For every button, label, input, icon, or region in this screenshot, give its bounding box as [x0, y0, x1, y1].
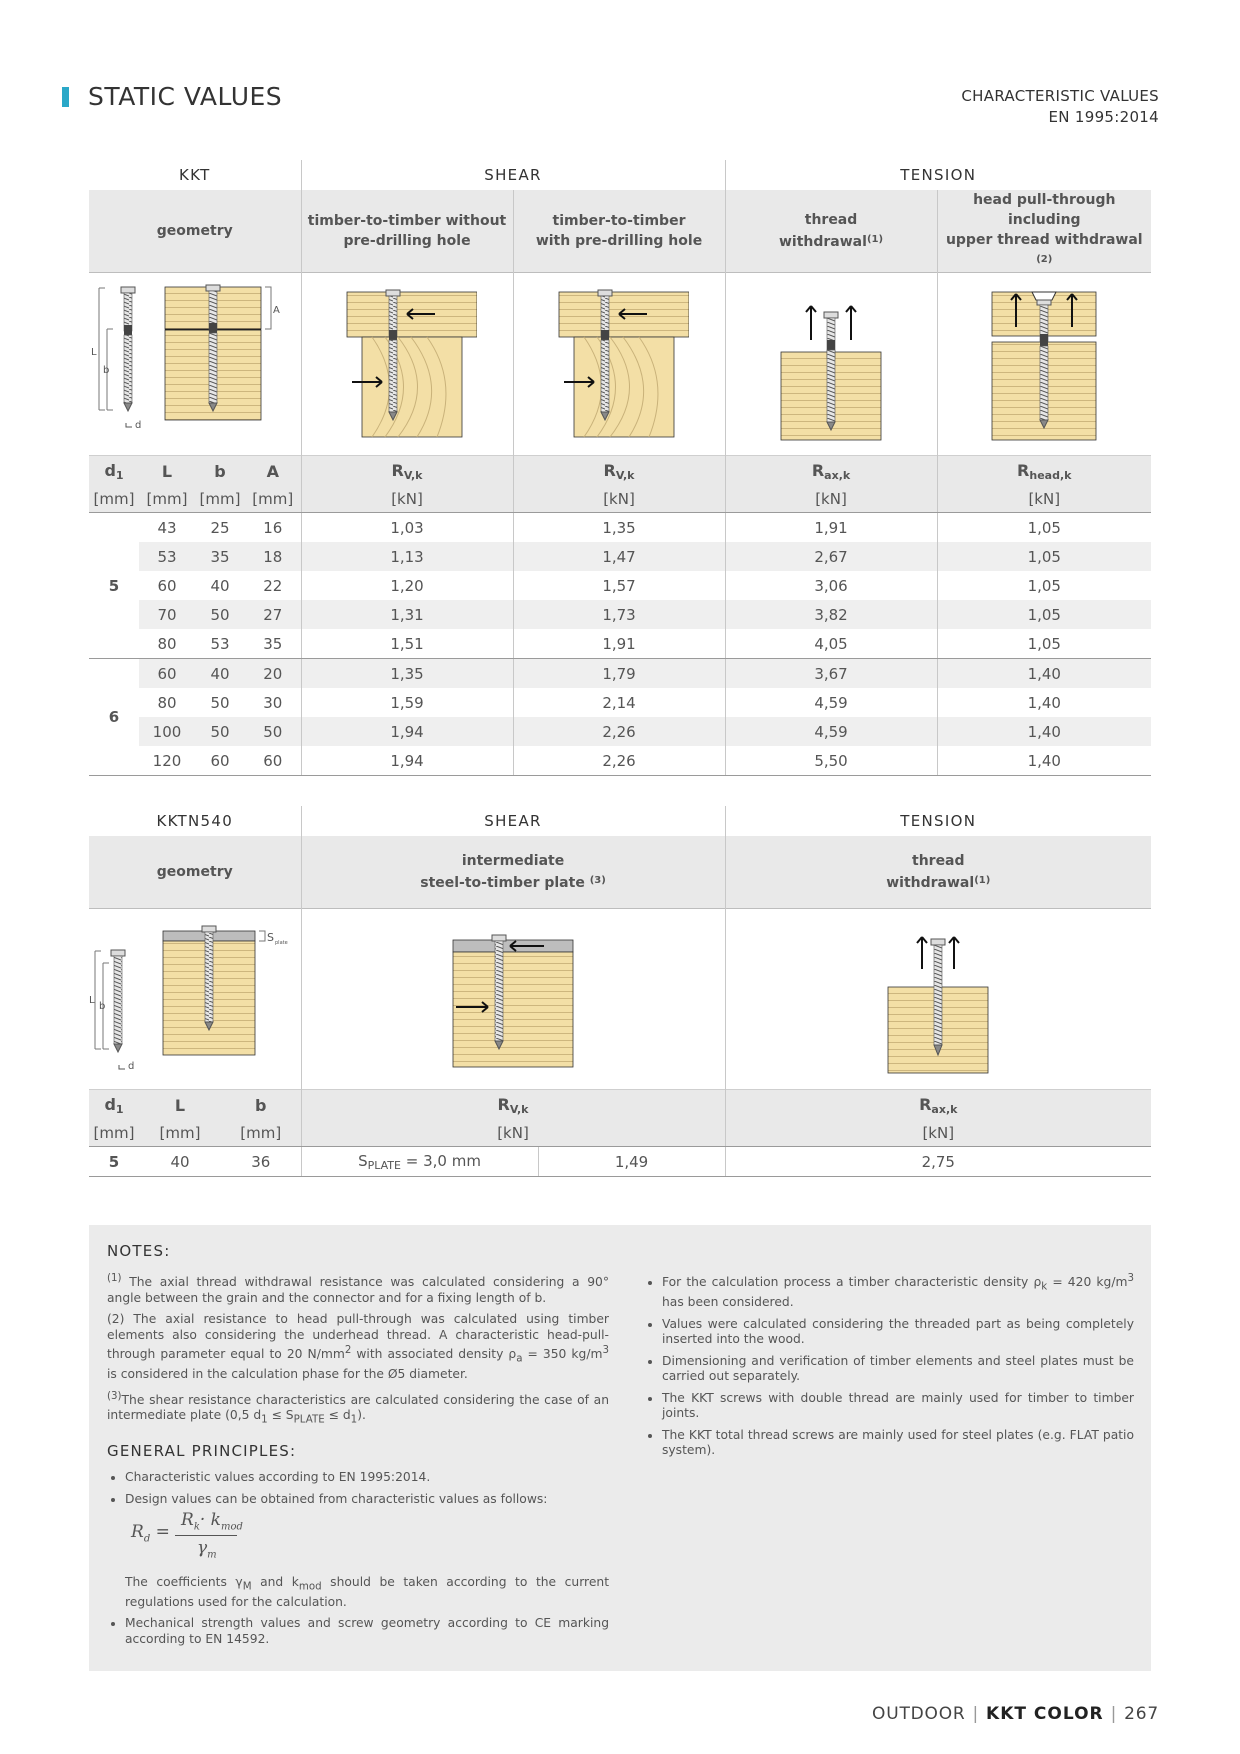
cell-rvk1: 1,13: [301, 542, 513, 571]
cell-raxk: 5,50: [725, 746, 937, 776]
kktn540-static-values-table: [89, 806, 1151, 1177]
table-row: [89, 746, 1151, 776]
cell-L: 40: [139, 1147, 221, 1177]
product-header: KKTN540: [156, 812, 234, 830]
cell-rvk1: 1,94: [301, 746, 513, 776]
d1-group-5: 5: [89, 513, 139, 659]
table-row: [89, 717, 1151, 746]
general-principles-list: [107, 1470, 609, 1653]
cell-rheadk: 1,40: [937, 746, 1151, 776]
col-head-pull-through: head pull-through including upper thread withdrawal $^{(2)}$: [937, 190, 1151, 273]
cell-A: 20: [263, 664, 283, 683]
table-row: [89, 542, 1151, 571]
cell-rvk2: 1,57: [513, 571, 725, 600]
notes-right-column: [644, 1271, 1134, 1465]
geometry-header: geometry: [156, 223, 233, 239]
sym-L: L: [139, 1090, 221, 1121]
characteristic-values-label: CHARACTERISTIC VALUES EN 1995:2014: [961, 87, 1159, 126]
cell-raxk: 3,67: [725, 659, 937, 689]
unit-kn: [kN]: [301, 1120, 725, 1147]
cell-L: 53: [157, 547, 177, 566]
list-item: • The KKT screws with double thread are mainly used for timber to timber joints.: [662, 1391, 1134, 1422]
accent-bar: [62, 87, 69, 107]
cell-rvk2: 1,79: [513, 659, 725, 689]
cell-rvk2: 2,26: [513, 746, 725, 776]
cell-b: 40: [210, 664, 230, 683]
unit-kn: [kN]: [725, 486, 937, 513]
cell-rvk2: 1,91: [513, 629, 725, 659]
tension-header: TENSION: [725, 160, 1151, 190]
list-item: • Mechanical strength values and screw geometry according to CE marking according to EN 14592.: [125, 1616, 609, 1647]
shear-header: SHEAR: [301, 806, 725, 836]
label-L: L: [91, 347, 97, 358]
design-value-formula: $R_d$ = $R_k\cdot k_{mod}$ $\gamma_m$: [131, 1510, 243, 1561]
cell-b: 40: [210, 576, 230, 595]
cell-rvk2: 1,73: [513, 600, 725, 629]
cell-rheadk: 1,05: [937, 542, 1151, 571]
unit-mm: [mm]: [195, 486, 245, 513]
cell-b: 60: [195, 746, 245, 776]
cell-raxk: 4,59: [725, 688, 937, 717]
d1-group-6: 6: [89, 659, 139, 776]
list-item: • For the calculation process a timber characteristic density $\rho_k = 420$ $kg/m^3$ has been considered.: [662, 1271, 1134, 1311]
list-item: • The KKT total thread screws are mainly used for steel plates (e.g. FLAT patio system).: [662, 1428, 1134, 1459]
col-thread-withdrawal: thread withdrawal$^{(1)}$: [725, 190, 937, 273]
cell-A: 27: [263, 605, 283, 624]
kktn540-thread-withdrawal-drawing: [725, 909, 1151, 1090]
col-thread-withdrawal: thread withdrawal$^{(1)}$: [725, 836, 1151, 909]
cell-b: 25: [210, 518, 230, 537]
cell-raxk: 3,82: [725, 600, 937, 629]
cell-rvk2: 2,26: [513, 717, 725, 746]
cell-rheadk: 1,40: [937, 717, 1151, 746]
sym-raxk: $R_{ax,k}$: [725, 1090, 1151, 1121]
kktn540-geometry-drawing: [89, 909, 301, 1090]
cell-L: 100: [152, 722, 182, 741]
page-footer: OUTDOOR | KKT COLOR | 267: [872, 1704, 1159, 1724]
table-row: [89, 629, 1151, 659]
cell-rheadk: 1,05: [937, 513, 1151, 543]
shear-no-predrill-drawing: [301, 273, 513, 456]
notes-title: NOTES:: [107, 1242, 171, 1260]
cell-rvk2: 1,35: [513, 513, 725, 543]
thread-withdrawal-drawing: [725, 273, 937, 456]
label-splate: S: [267, 931, 274, 944]
sym-rvk-1: $R_{V,k}$: [301, 456, 513, 487]
cell-L: 60: [157, 664, 177, 683]
cell-A: 16: [263, 518, 283, 537]
label-d1: d: [135, 420, 142, 431]
page-number: 267: [1124, 1704, 1159, 1724]
cell-rheadk: 1,40: [937, 659, 1151, 689]
col-timber-predrill: timber-to-timber with pre-drilling hole: [513, 190, 725, 273]
cell-raxk: 1,91: [725, 513, 937, 543]
cell-A: 50: [263, 722, 283, 741]
unit-kn: [kN]: [937, 486, 1151, 513]
col-timber-no-predrill: timber-to-timber without pre-drilling hole: [301, 190, 513, 273]
table-row: [89, 688, 1151, 717]
cell-L: 80: [139, 629, 195, 659]
label-L: L: [89, 995, 95, 1006]
cell-b: 36: [221, 1147, 301, 1177]
notes-panel: [89, 1225, 1151, 1671]
unit-mm: [mm]: [221, 1120, 301, 1147]
cell-raxk: 4,59: [725, 717, 937, 746]
list-item: • Design values can be obtained from characteristic values as follows: $R_d$ = $R_k\cdot k_{mod}$ $\gamma_m$ The coefficients $\gamma_M$ and $k_{mod}$ should be taken according to the current regulations used for the calculation.: [125, 1492, 609, 1611]
sym-raxk: $R_{ax,k}$: [725, 456, 937, 487]
table-row: [89, 659, 1151, 689]
table-row: [89, 1147, 1151, 1177]
cell-L: 60: [157, 576, 177, 595]
cell-rvk: 1,49: [538, 1147, 725, 1177]
cell-b: 53: [195, 629, 245, 659]
cell-rvk1: 1,03: [301, 513, 513, 543]
cell-rheadk: 1,05: [937, 571, 1151, 600]
shear-predrill-drawing: [513, 273, 725, 456]
cell-rvk1: 1,51: [301, 629, 513, 659]
unit-mm: [mm]: [89, 1120, 139, 1147]
cell-b: 35: [210, 547, 230, 566]
cell-rheadk: 1,40: [937, 688, 1151, 717]
cell-L: 120: [139, 746, 195, 776]
cell-b: 50: [210, 693, 230, 712]
list-item: • Dimensioning and verification of timber elements and steel plates must be carried out separately.: [662, 1354, 1134, 1385]
cell-raxk: 2,75: [725, 1147, 1151, 1177]
sym-d1: $d_1$: [89, 1090, 139, 1121]
unit-mm: [mm]: [139, 1120, 221, 1147]
label-d1: d: [128, 1061, 135, 1072]
cell-A: 18: [263, 547, 283, 566]
note-1: $^{(1)}$ The axial thread withdrawal resistance was calculated considering a 90° angle between the grain and the connector and for a fixing length of b.: [107, 1272, 609, 1305]
d1-group-5: 5: [89, 1147, 139, 1177]
unit-mm: [mm]: [139, 486, 195, 513]
sym-b: b: [195, 456, 245, 487]
list-item: • Values were calculated considering the threaded part as being completely inserted into the wood.: [662, 1317, 1134, 1348]
cell-rvk2: 2,14: [513, 688, 725, 717]
cell-rvk2: 1,47: [513, 542, 725, 571]
cell-rvk1: 1,59: [301, 688, 513, 717]
steel-plate-shear-drawing: [301, 909, 725, 1090]
col-steel-plate: intermediate steel-to-timber plate $^{(3)}$: [301, 836, 725, 909]
cell-raxk: 2,67: [725, 542, 937, 571]
note-2: (2) The axial resistance to head pull-through was calculated using timber elements also considering the underhead thread. A characteristic head-pull-through parameter equal to 20 $N/mm^2$ with associated density $\rho_a = 350$ $kg/m^3$ is considered in the calculation phase for the Ø5 diameter.: [107, 1312, 609, 1382]
list-item: • Characteristic values according to EN 1995:2014.: [125, 1470, 609, 1486]
footer-product: KKT COLOR: [986, 1704, 1104, 1724]
general-principles-title: GENERAL PRINCIPLES:: [107, 1442, 297, 1460]
cell-rvk1: 1,31: [301, 600, 513, 629]
unit-mm: [mm]: [245, 486, 301, 513]
cell-A: 60: [245, 746, 301, 776]
notes-left-column: [107, 1271, 609, 1434]
cell-rheadk: 1,05: [937, 629, 1151, 659]
sym-rheadk: $R_{head,k}$: [937, 456, 1151, 487]
cell-A: 35: [245, 629, 301, 659]
unit-mm: [mm]: [89, 486, 139, 513]
footer-section: OUTDOOR: [872, 1704, 966, 1724]
head-pull-through-drawing: [937, 273, 1151, 456]
cell-b: 50: [210, 722, 230, 741]
unit-kn: [kN]: [725, 1120, 1151, 1147]
page-title: STATIC VALUES: [88, 82, 283, 111]
sym-rvk: $R_{V,k}$: [301, 1090, 725, 1121]
cell-raxk: 4,05: [725, 629, 937, 659]
sym-b: b: [221, 1090, 301, 1121]
table-row: [89, 571, 1151, 600]
shear-header: SHEAR: [301, 160, 725, 190]
table-row: [89, 600, 1151, 629]
sym-rvk-2: $R_{V,k}$: [513, 456, 725, 487]
cell-splate: $S_{PLATE} = 3,0$ mm: [301, 1147, 538, 1177]
kkt-geometry-drawing: [89, 273, 301, 456]
label-b: b: [103, 365, 110, 376]
kkt-static-values-table: [89, 160, 1151, 776]
label-splate-sub: plate: [275, 940, 288, 946]
cell-rheadk: 1,05: [937, 600, 1151, 629]
tension-header: TENSION: [725, 806, 1151, 836]
table-row: [89, 513, 1151, 543]
cell-raxk: 3,06: [725, 571, 937, 600]
label-A: A: [273, 305, 280, 316]
note-3: $^{(3)}$The shear resistance characteristics are calculated considering the case of an intermediate plate (0,5 $d_1 \le S_{PLATE} \le d_1$).: [107, 1389, 609, 1426]
label-b: b: [99, 1001, 106, 1012]
sym-L: L: [139, 456, 195, 487]
cell-L: 70: [157, 605, 177, 624]
sym-A: A: [245, 456, 301, 487]
cell-rvk1: 1,20: [301, 571, 513, 600]
cell-rvk1: 1,35: [301, 659, 513, 689]
cell-rvk1: 1,94: [301, 717, 513, 746]
sym-d1: $d_1$: [89, 456, 139, 487]
cell-L: 43: [157, 518, 177, 537]
geometry-header: geometry: [156, 864, 233, 880]
cell-b: 50: [210, 605, 230, 624]
unit-kn: [kN]: [301, 486, 513, 513]
cell-L: 80: [157, 693, 177, 712]
product-header: KKT: [178, 166, 211, 184]
cell-A: 30: [263, 693, 283, 712]
cell-A: 22: [263, 576, 283, 595]
unit-kn: [kN]: [513, 486, 725, 513]
